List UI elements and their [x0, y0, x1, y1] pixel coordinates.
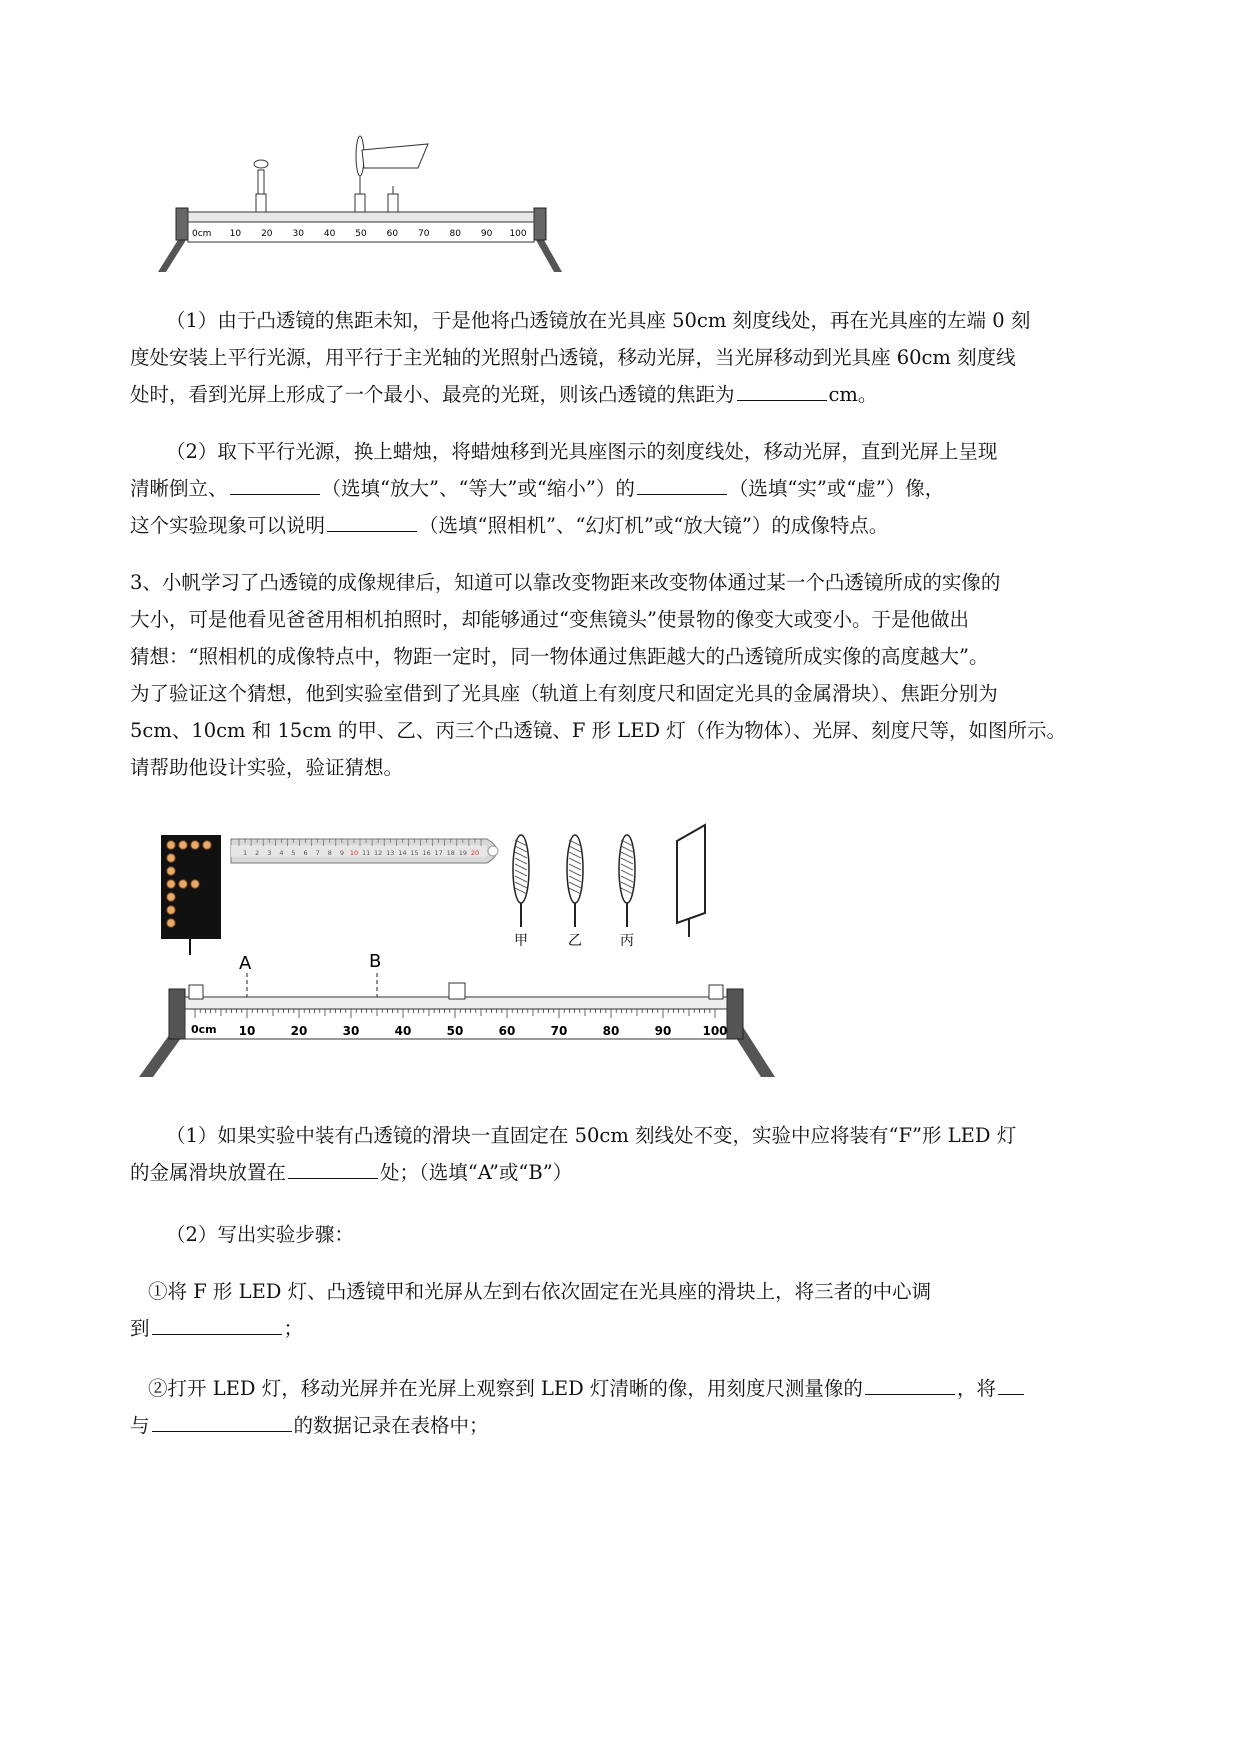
q2-part2-line3-text-b: （选填“照相机”、“幻灯机”或“放大镜”）的成像特点。 — [419, 514, 889, 537]
q2-part1-cont — [130, 339, 1060, 413]
bench-right-end — [534, 208, 546, 240]
ruler-number: 19 — [458, 849, 468, 857]
q3-stem-line1: 3、小帆学习了凸透镜的成像规律后，知道可以靠改变物距来改变物体通过某一个凸透镜所成的实像的 — [130, 571, 1001, 594]
q3-step1-line2-text-b: ； — [283, 1317, 304, 1340]
scale-tick-label: 100 — [509, 229, 527, 239]
position-marker-b: B — [369, 951, 382, 972]
slider-right — [709, 985, 723, 999]
led-dot — [167, 854, 175, 862]
q2-part1-line2: 度处安装上平行光源，用平行于主光轴的光照射凸透镜，移动光屏，当光屏移动到光具座 60cm 刻度线 — [130, 346, 1016, 369]
scale-tick-label: 80 — [449, 229, 461, 239]
ruler-number: 7 — [315, 849, 320, 857]
steel-ruler — [231, 839, 498, 863]
led-dot — [179, 880, 187, 888]
light-screen-on-holder — [362, 144, 428, 212]
answer-blank-image-type[interactable] — [637, 474, 727, 495]
experiment-apparatus-figure-2 — [135, 815, 785, 1085]
answer-blank-image-measure[interactable] — [865, 1374, 955, 1395]
led-dot — [167, 841, 175, 849]
ruler-number: 16 — [422, 849, 431, 857]
convex-lens-on-holder — [355, 136, 365, 212]
q3-step2-cont — [130, 1407, 1060, 1444]
q3-step2-line2-text-b: 的数据记录在表格中； — [293, 1414, 489, 1437]
ruler-number: 2 — [255, 849, 260, 857]
led-dot — [191, 841, 199, 849]
bench-right-end — [727, 989, 743, 1039]
f-shaped-led-lamp — [161, 835, 221, 955]
q3-part1-line1: （1）如果实验中装有凸透镜的滑块一直固定在 50cm 刻线处不变，实验中应将装有“F”形 LED 灯 — [166, 1124, 1017, 1147]
q2-part1-line1: （1）由于凸透镜的焦距未知，于是他将凸透镜放在光具座 50cm 刻度线处，再在光具座的左端 0 刻 — [166, 309, 1031, 332]
ruler-number: 20 — [470, 849, 480, 857]
scale-unit-label: 0cm — [191, 1023, 217, 1036]
led-dot — [167, 919, 175, 927]
q3-step2-line2-text-a: 与 — [130, 1414, 150, 1437]
q2-part2-cont — [130, 470, 1060, 544]
ruler-number: 13 — [386, 849, 395, 857]
bench-left-leg — [158, 240, 186, 272]
q3-step2-line2 — [130, 1407, 1060, 1444]
scale-tick-label: 10 — [229, 229, 242, 239]
scale-tick-label: 60 — [498, 1024, 516, 1038]
convex-lens-3 — [619, 835, 635, 949]
q3-stem-line5: 5cm、10cm 和 15cm 的甲、乙、丙三个凸透镜、F 形 LED 灯（作为物体）、光屏、刻度尺等，如图所示。 — [130, 719, 1067, 742]
ruler-number: 1 — [243, 849, 248, 857]
q3-step1-line1: ①将 F 形 LED 灯、凸透镜甲和光屏从左到右依次固定在光具座的滑块上，将三者的中心调 — [148, 1280, 932, 1303]
q2-part2-line3-text-a: 这个实验现象可以说明 — [130, 514, 326, 537]
q3-part1-line2 — [130, 1154, 1060, 1191]
q3-part1-line2-text-b: 处；（选填“A”或“B”） — [380, 1161, 573, 1184]
ruler-number: 17 — [434, 849, 443, 857]
position-marker-a: A — [239, 953, 252, 974]
scale-tick-label: 40 — [394, 1024, 412, 1038]
lens-label: 乙 — [568, 933, 582, 949]
q2-part2-line2-text-a: 清晰倒立、 — [130, 477, 228, 500]
scale-unit-label: 0cm — [192, 229, 212, 239]
q2-part1-line3-unit: cm。 — [828, 383, 878, 406]
q3-step1 — [130, 1273, 1078, 1310]
ruler-number: 14 — [398, 849, 407, 857]
slider-left — [189, 985, 203, 999]
bench-left-end — [176, 208, 188, 240]
q3-part2-title-text: （2）写出实验步骤： — [166, 1223, 354, 1246]
scale-tick-label: 50 — [355, 229, 367, 239]
lens-label: 丙 — [620, 933, 634, 949]
bench-rail — [188, 212, 534, 222]
scale-tick-label: 30 — [292, 229, 304, 239]
bench-left-end — [169, 989, 185, 1039]
q3-step1-cont — [130, 1310, 1060, 1347]
scale-tick-label: 70 — [550, 1024, 568, 1038]
q3-stem — [130, 564, 1067, 786]
led-dot — [167, 906, 175, 914]
convex-lens-1 — [513, 835, 529, 949]
ruler-number: 11 — [361, 849, 371, 857]
q2-part2-line2-text-b: （选填“放大”、“等大”或“缩小”）的 — [321, 477, 635, 500]
q2-part2-line2-text-c: （选填“实”或“虚”）像， — [728, 477, 945, 500]
answer-blank-record-b[interactable] — [152, 1411, 292, 1432]
q2-part2-line1: （2）取下平行光源，换上蜡烛，将蜡烛移到光具座图示的刻度线处，移动光屏，直到光屏上呈现 — [166, 440, 998, 463]
q3-part1-cont — [130, 1154, 1060, 1191]
led-dot — [191, 880, 199, 888]
scale-tick-label: 60 — [386, 229, 399, 239]
led-dot — [203, 841, 211, 849]
led-dot — [167, 880, 175, 888]
q3-stem-line6: 请帮助他设计实验，验证猜想。 — [130, 756, 404, 779]
scale-tick-label: 90 — [654, 1024, 672, 1038]
candle-on-holder — [254, 160, 268, 212]
light-screen — [677, 825, 705, 937]
answer-blank-center-height[interactable] — [152, 1314, 282, 1335]
scale-tick-label: 40 — [323, 229, 336, 239]
q2-part1 — [130, 302, 1096, 339]
ruler-number: 8 — [327, 849, 332, 857]
q2-part1-line3 — [130, 376, 1060, 413]
scale-tick-label: 70 — [418, 229, 430, 239]
q3-stem-line3: 猜想：“照相机的成像特点中，物距一定时，同一物体通过焦距越大的凸透镜所成实像的高度越大”。 — [130, 645, 989, 668]
q3-stem-line4: 为了验证这个猜想，他到实验室借到了光具座（轨道上有刻度尺和固定光具的金属滑块）、焦距分别为 — [130, 682, 998, 705]
bench-right-leg — [536, 240, 562, 272]
slider-lens — [449, 983, 465, 999]
ruler-number: 10 — [349, 849, 359, 857]
ruler-number: 15 — [410, 849, 419, 857]
q3-step2-line1-text-b: ，将 — [956, 1377, 996, 1400]
ruler-number: 6 — [303, 849, 308, 857]
ruler-number: 5 — [291, 849, 296, 857]
answer-blank-record-a[interactable] — [998, 1374, 1024, 1395]
led-dot — [179, 841, 187, 849]
scale-tick-label: 90 — [480, 229, 493, 239]
led-dot — [167, 893, 175, 901]
scale-tick-label: 10 — [238, 1024, 256, 1038]
q2-part1-line3-text: 处时，看到光屏上形成了一个最小、最亮的光斑，则该凸透镜的焦距为 — [130, 383, 735, 406]
q3-stem-line2: 大小，可是他看见爸爸用相机拍照时，却能够通过“变焦镜头”使景物的像变大或变小。于是他做出 — [130, 608, 969, 631]
lens-label: 甲 — [514, 933, 528, 949]
ruler-number: 9 — [339, 849, 344, 857]
scale-tick-label: 30 — [342, 1024, 360, 1038]
answer-blank-device[interactable] — [327, 511, 417, 532]
scale-tick-label: 80 — [602, 1024, 620, 1038]
q2-part2 — [130, 433, 1096, 470]
scale-tick-label: 20 — [290, 1024, 308, 1038]
ruler-number: 3 — [267, 849, 272, 857]
answer-blank-focal-length[interactable] — [737, 380, 827, 401]
q2-part2-line2 — [130, 470, 1060, 507]
led-dot — [167, 867, 175, 875]
scale-tick-label: 50 — [446, 1024, 464, 1038]
q3-part1 — [130, 1117, 1096, 1154]
q3-step1-line2 — [130, 1310, 1060, 1347]
ruler-number: 12 — [374, 849, 383, 857]
scale-tick-label: 20 — [261, 229, 273, 239]
q3-step2-line1 — [148, 1370, 1078, 1407]
q3-step2-line1-text-a: ②打开 LED 灯，移动光屏并在光屏上观察到 LED 灯清晰的像，用刻度尺测量像的 — [148, 1377, 863, 1400]
scale-tick-label: 100 — [702, 1024, 728, 1038]
q3-step2 — [130, 1370, 1078, 1407]
q3-part1-line2-text-a: 的金属滑块放置在 — [130, 1161, 287, 1184]
optical-bench-figure-1 — [150, 132, 590, 282]
q3-step1-line2-text-a: 到 — [130, 1317, 150, 1340]
q3-part2-title — [130, 1216, 1096, 1253]
q2-part2-line3 — [130, 507, 1060, 544]
convex-lens-2 — [567, 835, 583, 949]
ruler-number: 18 — [446, 849, 455, 857]
answer-blank-slider-position[interactable] — [288, 1158, 378, 1179]
ruler-number: 4 — [279, 849, 284, 857]
answer-blank-image-size[interactable] — [230, 474, 320, 495]
